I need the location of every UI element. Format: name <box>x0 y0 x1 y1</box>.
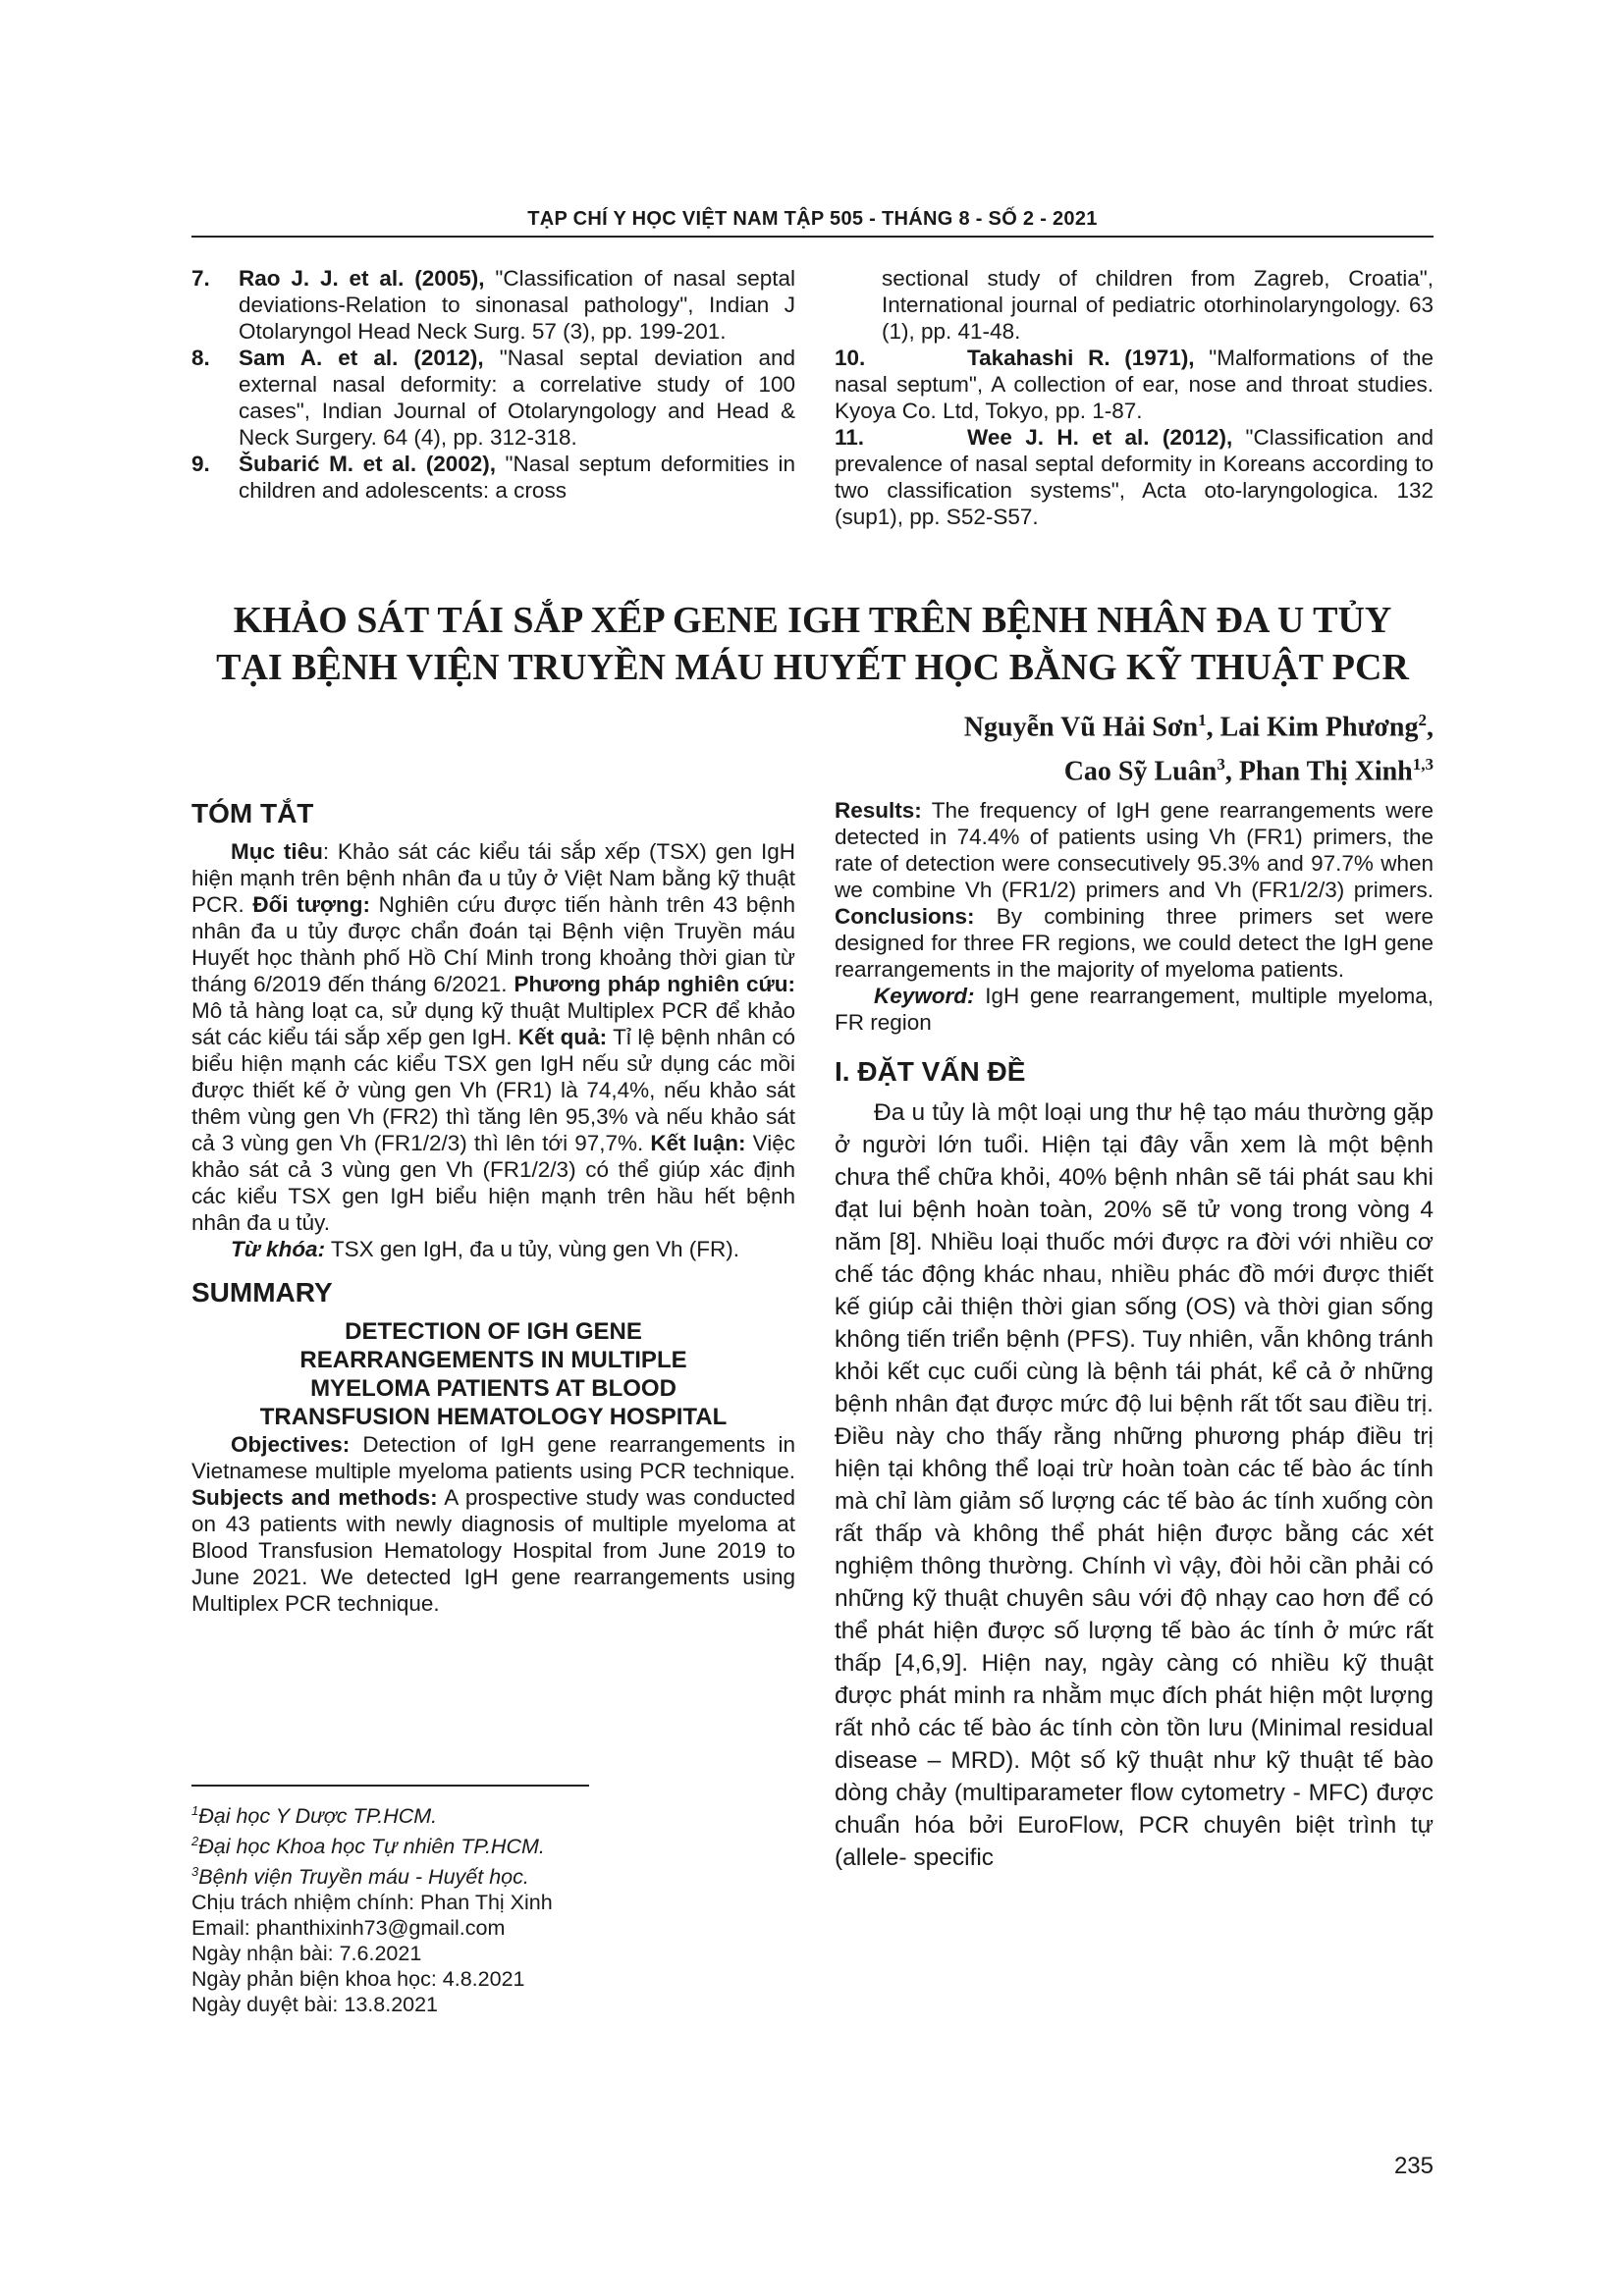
reference-number: 11. <box>835 425 865 450</box>
author-affiliation-mark: 3 <box>1217 755 1225 774</box>
keywords-vi <box>191 1236 795 1262</box>
subjects-text: Nghiên cứu được tiến hành trên 43 bệnh nhân đa u tủy được chẩn đoán tại Bệnh viện Truyền máu Huyết học thành phố Hồ Chí Minh trong khoảng thời gian từ tháng 6/2019 đến tháng 6/2021. <box>191 892 795 996</box>
reference-number: 9. <box>191 452 210 476</box>
objective-text: : Khảo sát các kiểu tái sắp xếp (TSX) gen IgH hiện mạnh trên bệnh nhân đa u tủy ở Việt Nam bằng kỹ thuật PCR. <box>191 839 795 917</box>
left-body-column <box>191 797 795 1617</box>
reference-author: Wee J. H. et al. (2012), <box>967 425 1233 450</box>
reference-text: "Classification and prevalence of nasal septal deformity in Koreans according to two classification systems", Acta oto-laryngologica. 132 (sup1), pp. S52-S57. <box>835 425 1434 529</box>
affiliation-mark: 1 <box>191 1803 199 1818</box>
author-separator: , <box>1224 756 1239 787</box>
subjects-en-text: A prospective study was conducted on 43 patients with newly diagnosis of multiple myeloma at Blood Transfusion Hematology Hospital from June 2019 to June 2021. We detected IgH gene rearrangements using Multiplex PCR technique. <box>191 1485 795 1616</box>
abstract-vi-text <box>191 838 795 1236</box>
conclusion-label: Kết luận: <box>650 1131 746 1155</box>
reference-item <box>191 451 795 504</box>
section-heading: I. ĐẶT VẤN ĐỀ <box>835 1056 1026 1087</box>
author-name: Nguyễn Vũ Hải Sơn <box>963 712 1199 743</box>
conclusion-text: Việc khảo sát cả 3 vùng gen Vh (FR1/2/3) có thể giúp xác định các kiểu TSX gen IgH biểu hiện mạnh trên hầu hết bệnh nhân đa u tủy. <box>191 1131 795 1235</box>
author-affiliation-mark: 1,3 <box>1412 755 1434 774</box>
author-affiliation-mark: 1 <box>1198 711 1207 729</box>
author-separator: , <box>1206 712 1220 743</box>
affiliation-text: Đại học Khoa học Tự nhiên TP.HCM. <box>198 1835 545 1859</box>
reference-author: Takahashi R. (1971), <box>967 346 1195 370</box>
reference-number: 10. <box>835 346 866 370</box>
abstract-en-title: DETECTION OF IGH GENE REARRANGEMENTS IN MULTIPLE MYELOMA PATIENTS AT BLOOD TRANSFUSION HEMATOLOGY HOSPITAL <box>259 1318 728 1430</box>
article-authors <box>687 702 1434 791</box>
affiliation-1 <box>191 1798 795 1829</box>
conclusions-en-text: By combining three primers set were designed for three FR regions, we could detect the IgH gene rearrangements in the majority of myeloma patients. <box>835 904 1434 982</box>
reference-item <box>835 424 1434 530</box>
affiliation-2 <box>191 1829 795 1859</box>
results-text: Tỉ lệ bệnh nhân có biểu hiện mạnh các kiểu TSX gen IgH nếu sử dụng các mồi được thiết kế ở vùng gen Vh (FR1) là 74,4%, nếu khảo sát thêm vùng gen Vh (FR2) thì tăng lên 95,3% và nếu khảo sát cả 3 vùng gen Vh (FR1/2/3) thì lên tới 97,7%. <box>191 1025 796 1155</box>
affiliation-text: Bệnh viện Truyền máu - Huyết học. <box>198 1865 529 1890</box>
reference-number: 7. <box>191 266 210 291</box>
author-name: Lai Kim Phương <box>1219 712 1419 743</box>
objective-label: Mục tiêu <box>231 839 323 864</box>
date-received: Ngày nhận bài: 7.6.2021 <box>191 1942 422 1966</box>
article-title-line1: KHẢO SÁT TÁI SẮP XẾP GENE IGH TRÊN BỆNH NHÂN ĐA U TỦY <box>233 600 1392 641</box>
reference-text: "Classification of nasal septal deviations-Relation to sinonasal pathology", Indian J Otolaryngol Head Neck Surg. 57 (3), pp. 199-201. <box>239 266 796 344</box>
footnote-rule <box>191 1785 589 1787</box>
affiliation-3 <box>191 1859 795 1890</box>
author-name: Cao Sỹ Luân <box>1063 756 1218 787</box>
reference-author: Šubarić M. et al. (2002), <box>239 452 496 476</box>
reference-item <box>835 345 1434 424</box>
subjects-label: Đối tượng: <box>252 892 371 917</box>
date-reviewed: Ngày phản biện khoa học: 4.8.2021 <box>191 1967 525 1992</box>
reference-number: 8. <box>191 346 210 370</box>
email: Email: phanthixinh73@gmail.com <box>191 1916 506 1941</box>
reference-continuation: sectional study of children from Zagreb, Croatia", International journal of pediatric otorhinolaryngology. 63 (1), pp. 41-48. <box>882 266 1434 344</box>
footnotes <box>191 1798 795 2017</box>
article-title <box>191 597 1434 691</box>
journal-header: TẠP CHÍ Y HỌC VIỆT NAM TẬP 505 - THÁNG 8 - SỐ 2 - 2021 <box>527 208 1098 230</box>
date-accepted: Ngày duyệt bài: 13.8.2021 <box>191 1993 439 2017</box>
keywords-en-label: Keyword: <box>874 984 975 1008</box>
results-en-label: Results: <box>835 798 922 823</box>
page-number: 235 <box>1393 2153 1434 2179</box>
reference-text: "Nasal septum deformities in children and adolescents: a cross <box>239 452 796 503</box>
results-label: Kết quả: <box>517 1025 608 1049</box>
keywords-en-text: IgH gene rearrangement, multiple myeloma, FR region <box>835 984 1434 1035</box>
right-body-column <box>835 797 1434 1874</box>
corresponding-author: Chịu trách nhiệm chính: Phan Thị Xinh <box>191 1891 553 1915</box>
section-body: Đa u tủy là một loại ung thư hệ tạo máu thường gặp ở người lớn tuổi. Hiện tại đây vẫn xem là một bệnh chưa thể chữa khỏi, 40% bệnh nhân sẽ tái phát sau khi đạt lui bệnh hoàn toàn, 20% sẽ tử vong trong vòng 4 năm [8]. Nhiều loại thuốc mới được ra đời với nhiều cơ chế tác động khác nhau, nhiều phác đồ mới được thiết kế giúp cải thiện thời gian sống (OS) và thời gian sống không tiến triển bệnh (PFS). Tuy nhiên, vẫn không tránh khỏi kết cục cuối cùng là bệnh tái phát, kể cả ở những bệnh nhân đạt được mức độ lui bệnh rất tốt sau điều trị. Điều này cho thấy rằng những phương pháp điều trị hiện tại không thể loại trừ hoàn toàn các tế bào ác tính mà chỉ làm giảm số lượng các tế bào ác tính xuống còn rất thấp và không thể phát hiện được bằng các xét nghiệm thông thường. Chính vì vậy, đòi hỏi cần phải có những kỹ thuật chuyên sâu với độ nhạy cao hơn để có thể phát hiện được số lượng tế bào ác tính ở mức rất thấp [4,6,9]. Hiện nay, ngày càng có nhiều kỹ thuật được phát minh ra nhằm mục đích phát hiện một lượng rất nhỏ các tế bào ác tính còn tồn lưu (Minimal residual disease – MRD). Một số kỹ thuật như kỹ thuật tế bào dòng chảy (multiparameter flow cytometry - MFC) được chuẩn hóa bởi EuroFlow, PCR chuyên biệt trình tự (allele- specific <box>835 1099 1434 1871</box>
affiliation-text: Đại học Y Dược TP.HCM. <box>198 1804 438 1829</box>
reference-item <box>191 265 795 345</box>
affiliation-mark: 3 <box>191 1864 199 1880</box>
keywords-vi-text: TSX gen IgH, đa u tủy, vùng gen Vh (FR). <box>325 1237 739 1261</box>
objectives-en-label: Objectives: <box>231 1432 351 1457</box>
author-affiliation-mark: 2 <box>1418 711 1427 729</box>
subjects-en-label: Subjects and methods: <box>191 1485 438 1510</box>
methods-label: Phương pháp nghiên cứu: <box>514 972 796 996</box>
author-separator: , <box>1427 712 1434 743</box>
abstract-en-heading: SUMMARY <box>191 1277 333 1308</box>
results-en-text: The frequency of IgH gene rearrangements were detected in 74.4% of patients using Vh (FR1) primers, the rate of detection were consecutively 95.3% and 97.7% when we combine Vh (FR1/2) primers and Vh (FR1/2/3) primers. <box>835 798 1434 902</box>
affiliation-mark: 2 <box>191 1834 199 1849</box>
abstract-vi-heading: TÓM TẮT <box>191 798 314 828</box>
reference-item <box>191 345 795 451</box>
reference-text: "Malformations of the nasal septum", A collection of ear, nose and throat studies. Kyoya Co. Ltd, Tokyo, pp. 1-87. <box>835 346 1434 423</box>
keywords-vi-label: Từ khóa: <box>231 1237 326 1261</box>
references-right <box>835 265 1434 530</box>
abstract-en-results <box>835 797 1434 983</box>
references-left <box>191 265 795 504</box>
header-rule <box>191 236 1434 238</box>
keywords-en <box>835 983 1434 1036</box>
methods-text: Mô tả hàng loạt ca, sử dụng kỹ thuật Multiplex PCR để khảo sát các kiểu tái sắp xếp gen IgH. <box>191 998 795 1049</box>
conclusions-en-label: Conclusions: <box>835 904 975 929</box>
objectives-en-text: Detection of IgH gene rearrangements in Vietnamese multiple myeloma patients using PCR technique. <box>191 1432 795 1483</box>
abstract-en-text <box>191 1431 795 1617</box>
article-title-line2: TẠI BỆNH VIỆN TRUYỀN MÁU HUYẾT HỌC BẰNG KỸ THUẬT PCR <box>216 647 1409 688</box>
reference-text: "Nasal septal deviation and external nasal deformity: a correlative study of 100 cases", Indian Journal of Otolaryngology and Head & Neck Surgery. 64 (4), pp. 312-318. <box>239 346 795 450</box>
author-name: Phan Thị Xinh <box>1238 756 1413 787</box>
reference-author: Rao J. J. et al. (2005), <box>239 266 485 291</box>
reference-author: Sam A. et al. (2012), <box>239 346 484 370</box>
